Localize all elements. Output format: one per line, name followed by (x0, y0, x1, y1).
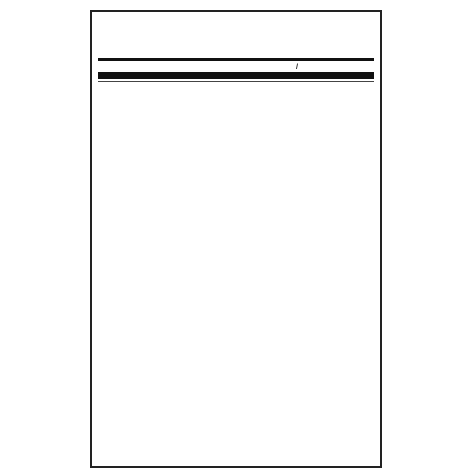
panel-inner (98, 12, 374, 466)
daily-value-header (98, 58, 374, 72)
serving-header (98, 16, 374, 58)
nutrition-facts-panel (90, 10, 382, 468)
daily-value-sep: / (296, 62, 298, 71)
daily-value-footnotes (98, 81, 374, 84)
